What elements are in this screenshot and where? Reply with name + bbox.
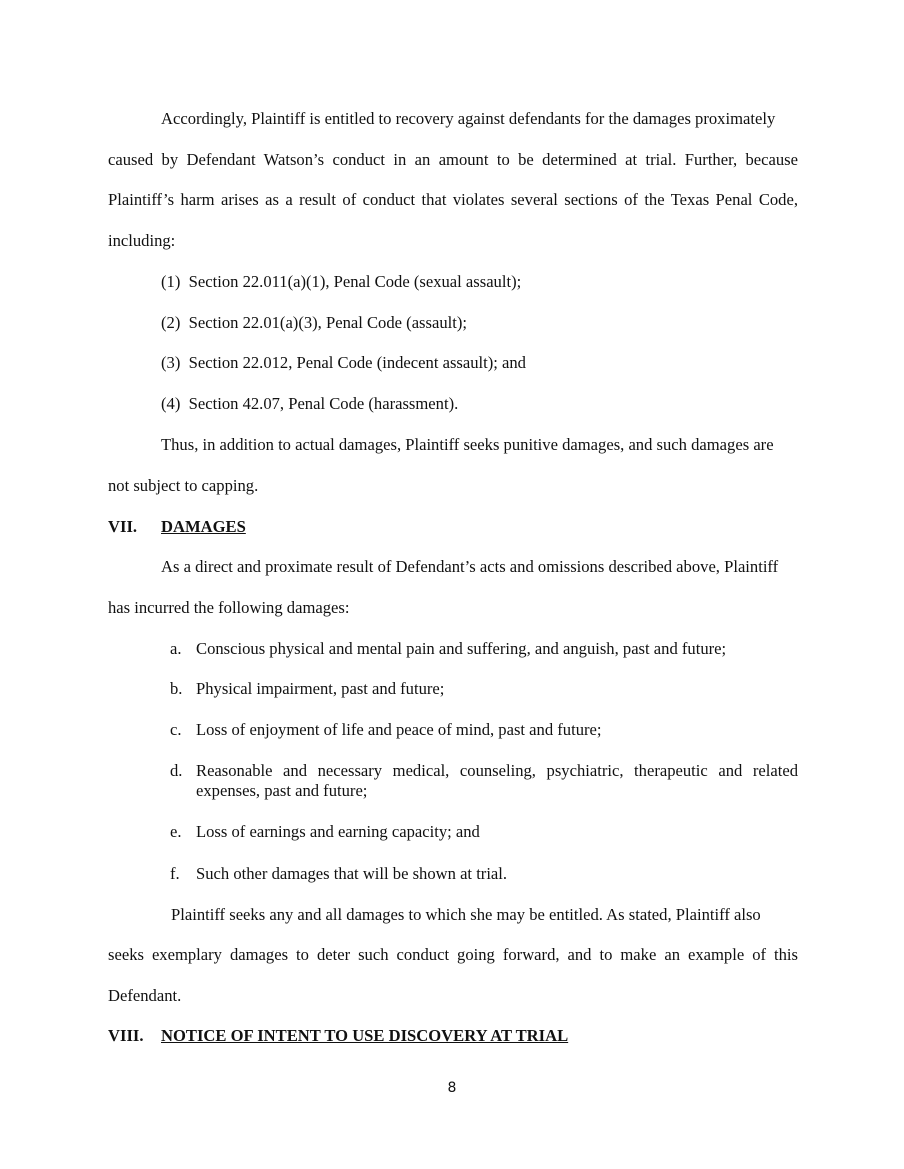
section-title: DAMAGES (161, 517, 246, 536)
list-letter: b. (170, 679, 183, 698)
paragraph-line: caused by Defendant Watson’s conduct in an amount to be determined at trial. Further, because (108, 150, 798, 169)
paragraph-line: Accordingly, Plaintiff is entitled to recovery against defendants for the damages proximately (161, 109, 776, 128)
list-text-continued: expenses, past and future; (196, 781, 368, 800)
list-text: Section 42.07, Penal Code (harassment). (188, 394, 459, 413)
section-number: VIII. (108, 1026, 144, 1045)
section-heading-discovery (108, 1026, 568, 1046)
list-text: Reasonable and necessary medical, counseling, psychiatric, therapeutic and related (196, 761, 798, 780)
list-letter: c. (170, 720, 182, 739)
list-text: Physical impairment, past and future; (196, 679, 445, 698)
list-number: (3) (161, 353, 181, 372)
paragraph-line: Plaintiff’s harm arises as a result of conduct that violates several sections of the Texas Penal Code, (108, 190, 798, 209)
list-letter: f. (170, 864, 180, 883)
paragraph-line: Defendant. (108, 986, 182, 1005)
list-letter: d. (170, 761, 183, 780)
list-number: (1) (161, 272, 181, 291)
section-number: VII. (108, 517, 138, 536)
list-text: Loss of enjoyment of life and peace of mind, past and future; (196, 720, 602, 739)
penal-list-item (161, 353, 526, 373)
paragraph-line: including: (108, 231, 176, 250)
paragraph-line: seeks exemplary damages to deter such conduct going forward, and to make an example of this (108, 945, 798, 964)
list-number: (2) (161, 313, 181, 332)
paragraph-line: Plaintiff seeks any and all damages to which she may be entitled. As stated, Plaintiff also (171, 905, 761, 924)
penal-list-item (161, 394, 458, 414)
page-number: 8 (447, 1080, 457, 1096)
list-text: Conscious physical and mental pain and suffering, and anguish, past and future; (196, 639, 727, 658)
list-number: (4) (161, 394, 181, 413)
list-letter: a. (170, 639, 182, 658)
paragraph-line: not subject to capping. (108, 476, 259, 495)
penal-list-item (161, 313, 467, 333)
list-text: Section 22.011(a)(1), Penal Code (sexual assault); (188, 272, 522, 291)
paragraph-line: Thus, in addition to actual damages, Plaintiff seeks punitive damages, and such damages are (161, 435, 774, 454)
list-text: Such other damages that will be shown at trial. (196, 864, 508, 883)
paragraph-line: As a direct and proximate result of Defendant’s acts and omissions described above, Plaintiff (161, 557, 779, 576)
section-heading-damages (108, 517, 246, 537)
list-text: Section 22.012, Penal Code (indecent assault); and (188, 353, 526, 372)
paragraph-line: has incurred the following damages: (108, 598, 350, 617)
list-text: Loss of earnings and earning capacity; and (196, 822, 480, 841)
list-letter: e. (170, 822, 182, 841)
section-title: NOTICE OF INTENT TO USE DISCOVERY AT TRIAL (161, 1026, 569, 1045)
list-text: Section 22.01(a)(3), Penal Code (assault); (188, 313, 467, 332)
penal-list-item (161, 272, 521, 292)
